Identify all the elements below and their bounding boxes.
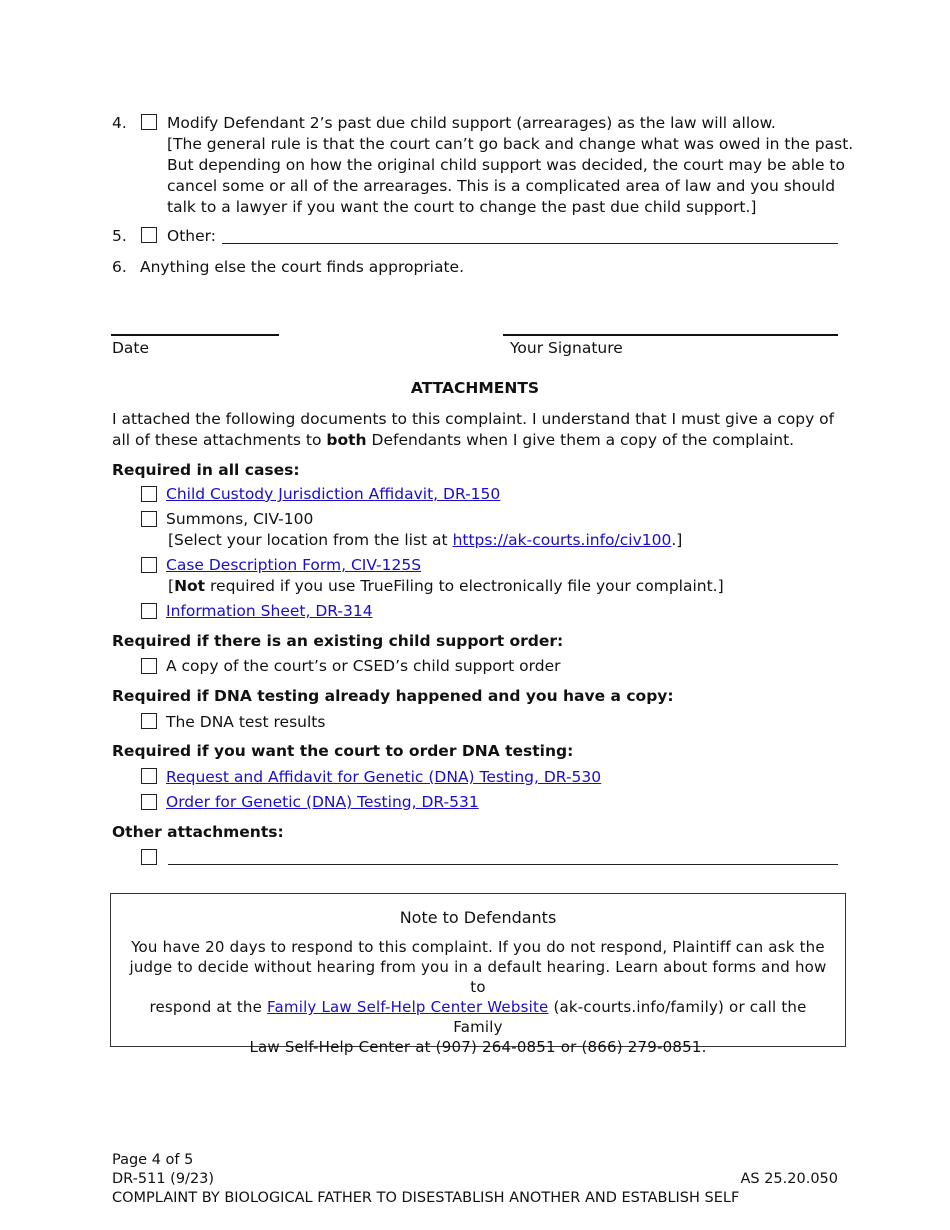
intro-bold-both: both (326, 431, 367, 449)
case-description-note (168, 577, 724, 595)
support-order-checkbox[interactable] (141, 658, 157, 674)
attachments-intro-line-1: I attached the following documents to this complaint. I understand that I must give a copy of (112, 410, 835, 428)
child-custody-link[interactable]: Child Custody Jurisdiction Affidavit, DR-150 (166, 485, 501, 503)
attachments-heading: ATTACHMENTS (410, 379, 540, 397)
summons-checkbox[interactable] (141, 511, 157, 527)
civ100-link[interactable]: https://ak-courts.info/civ100 (452, 531, 672, 549)
note-line-1: You have 20 days to respond to this complaint. If you do not respond, Plaintiff can ask the (131, 938, 825, 956)
dna-request-link[interactable]: Request and Affidavit for Genetic (DNA) Testing, DR-530 (166, 768, 602, 786)
signature-line[interactable] (503, 334, 838, 336)
intro-text-end: Defendants when I give them a copy of the complaint. (366, 431, 795, 449)
self-help-center-link[interactable]: Family Law Self-Help Center Website (267, 998, 549, 1016)
item-6-number: 6. (112, 258, 127, 276)
required-all-heading: Required in all cases: (112, 461, 300, 479)
info-sheet-link[interactable]: Information Sheet, DR-314 (166, 602, 373, 620)
dna-order-checkbox[interactable] (141, 794, 157, 810)
note-title: Note to Defendants (399, 908, 557, 927)
item-6-label: Anything else the court finds appropriate. (140, 258, 465, 276)
item-4-number: 4. (112, 114, 127, 132)
note-to-defendants-box (110, 893, 846, 1056)
item-4-checkbox[interactable] (141, 114, 157, 130)
dna-results-label: The DNA test results (166, 713, 326, 731)
item-5-other-line[interactable] (222, 243, 838, 244)
dna-results-checkbox[interactable] (141, 713, 157, 729)
item-4-note-line-3: cancel some or all of the arrearages. This is a complicated area of law and you should (167, 177, 836, 195)
signature-label: Your Signature (510, 339, 623, 357)
case-note-bold-not: Not (174, 577, 206, 595)
note-line-3 (125, 997, 831, 1037)
footer-page-number: Page 4 of 5 (112, 1152, 194, 1168)
child-custody-checkbox[interactable] (141, 486, 157, 502)
required-dna-order-heading: Required if you want the court to order DNA testing: (112, 742, 574, 760)
required-dna-done-heading: Required if DNA testing already happened and you have a copy: (112, 687, 674, 705)
item-4-note-line-1: [The general rule is that the court can’t go back and change what was owed in the past. (167, 135, 854, 153)
required-support-heading: Required if there is an existing child support order: (112, 632, 564, 650)
other-attachments-heading: Other attachments: (112, 823, 284, 841)
item-5-checkbox[interactable] (141, 227, 157, 243)
summons-note-end: .] (671, 531, 683, 549)
summons-note-text: [Select your location from the list at (168, 531, 453, 549)
summons-label: Summons, CIV-100 (166, 510, 314, 528)
note-body (125, 937, 831, 1057)
dna-order-link[interactable]: Order for Genetic (DNA) Testing, DR-531 (166, 793, 479, 811)
footer-statute: AS 25.20.050 (740, 1171, 838, 1187)
other-attachment-line[interactable] (168, 864, 838, 865)
footer-form-id: DR-511 (9/23) (112, 1171, 215, 1187)
case-note-text: required if you use TrueFiling to electronically file your complaint.] (205, 577, 724, 595)
support-order-label: A copy of the court’s or CSED’s child support order (166, 657, 561, 675)
case-description-checkbox[interactable] (141, 557, 157, 573)
summons-note (168, 531, 682, 549)
info-sheet-checkbox[interactable] (141, 603, 157, 619)
date-label: Date (112, 339, 150, 357)
attachments-intro-line-2 (112, 431, 794, 449)
date-line[interactable] (111, 334, 279, 336)
item-4-note-line-4: talk to a lawyer if you want the court to change the past due child support.] (167, 198, 757, 216)
note-line-3-text: respond at the (149, 998, 268, 1016)
item-4-note-line-2: But depending on how the original child support was decided, the court may be able to (167, 156, 845, 174)
item-4-label: Modify Defendant 2’s past due child support (arrearages) as the law will allow. (167, 114, 776, 132)
note-line-2: judge to decide without hearing from you in a default hearing. Learn about forms and how to (129, 958, 827, 996)
case-note-bracket: [ (168, 577, 175, 595)
item-5-label: Other: (167, 227, 216, 245)
dna-request-checkbox[interactable] (141, 768, 157, 784)
case-description-link[interactable]: Case Description Form, CIV-125S (166, 556, 422, 574)
item-5-number: 5. (112, 227, 127, 245)
note-line-4: Law Self-Help Center at (907) 264-0851 or (866) 279-0851. (249, 1038, 707, 1056)
intro-text: all of these attachments to (112, 431, 327, 449)
footer-title: COMPLAINT BY BIOLOGICAL FATHER TO DISESTABLISH ANOTHER AND ESTABLISH SELF (112, 1190, 740, 1206)
note-line-3-end: (ak-courts.info/family) or call the Family (453, 998, 807, 1036)
other-attachment-checkbox[interactable] (141, 849, 157, 865)
